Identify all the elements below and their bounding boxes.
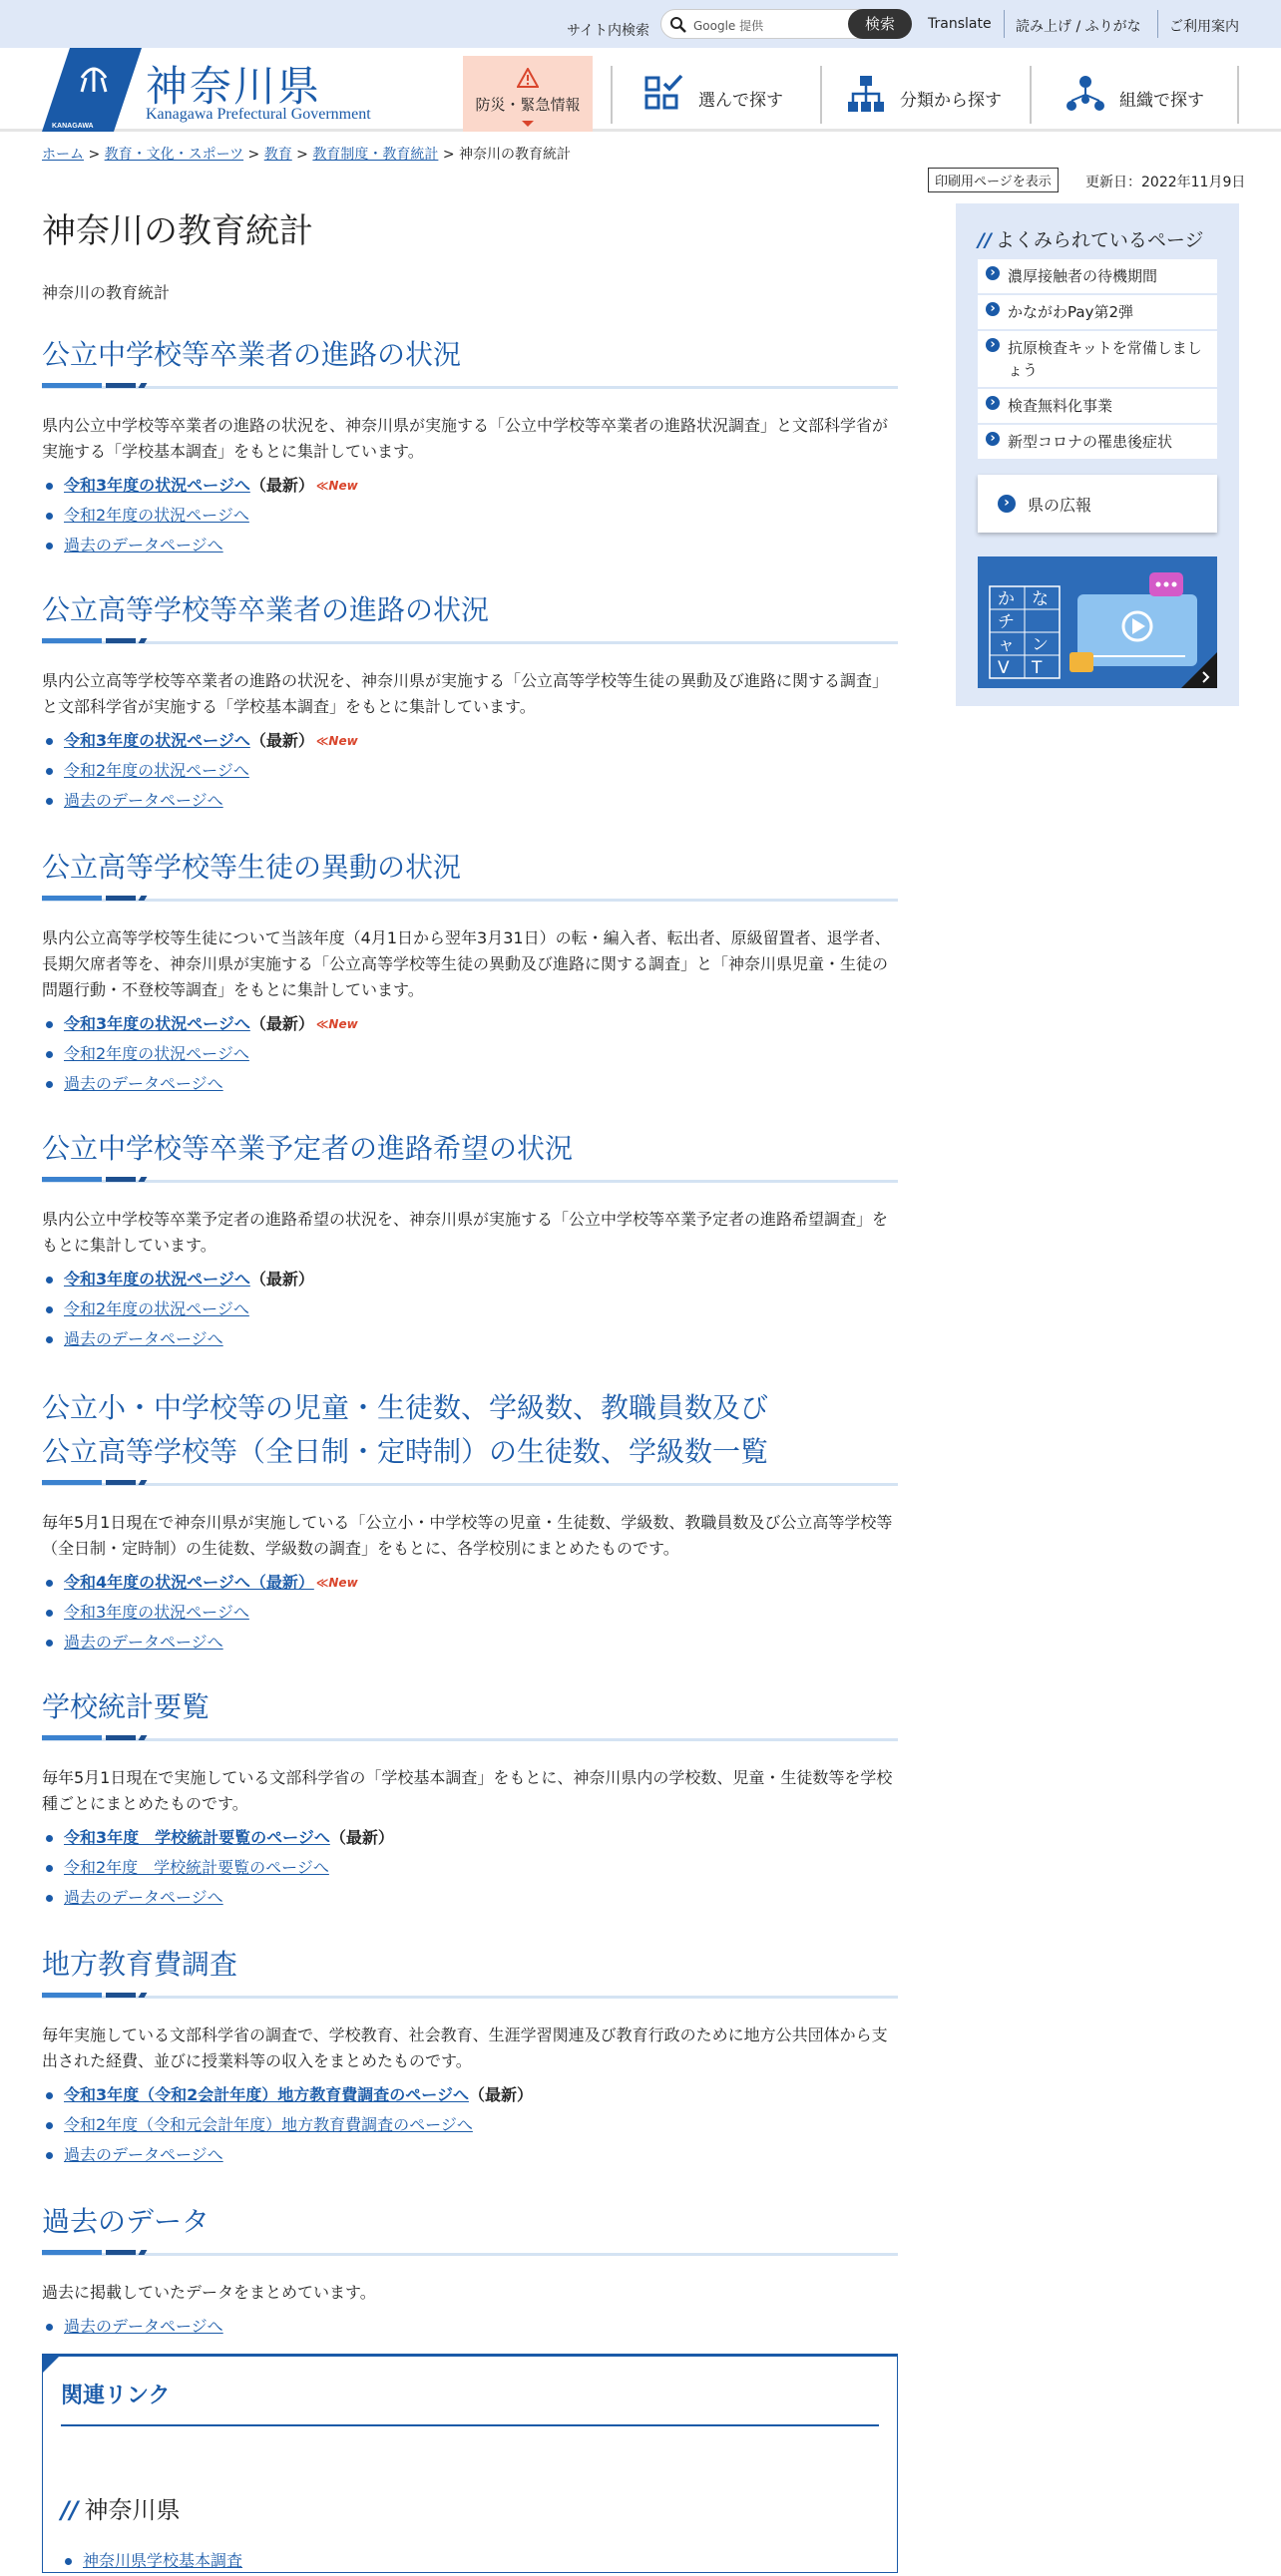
- nav-category-label: 分類から探す: [900, 91, 1002, 111]
- section-title-line: 学校統計要覧: [42, 1690, 211, 1723]
- search-button[interactable]: 検索: [848, 9, 912, 39]
- list-item: [42, 2312, 898, 2342]
- popular-list: [978, 259, 1217, 461]
- breadcrumb-culture[interactable]: 教育・文化・スポーツ: [104, 147, 244, 163]
- popular-item[interactable]: › 新型コロナの罹患後症状: [978, 425, 1217, 459]
- warning-icon: [517, 68, 539, 88]
- content-section: [42, 846, 898, 1099]
- list-item: [42, 756, 898, 786]
- nav-choose-label: 選んで探す: [698, 91, 783, 111]
- guide-link[interactable]: ご利用案内: [1169, 19, 1239, 35]
- popular-item[interactable]: › 検査無料化事業: [978, 389, 1217, 423]
- list-item: [42, 471, 898, 501]
- section-title: [42, 1127, 898, 1171]
- reading-link[interactable]: 読み上げ / ふりがな: [1016, 19, 1141, 35]
- nav-organization-label: 組織で探す: [1119, 91, 1204, 111]
- new-badge-text: New: [328, 479, 358, 493]
- list-item: [42, 726, 898, 756]
- section-link[interactable]: 令和2年度の状況ページへ: [64, 761, 249, 780]
- list-item: [42, 501, 898, 531]
- section-description: 県内公立中学校等卒業者の進路の状況を、神奈川県が実施する「公立中学校等卒業者の進路状況調査」と文部科学省が実施する「学校基本調査」をもとに集計しています。: [42, 416, 889, 461]
- print-button[interactable]: 印刷用ページを表示: [928, 168, 1059, 192]
- section-title-line: 地方教育費調査: [42, 1948, 238, 1981]
- section-link[interactable]: 令和2年度の状況ページへ: [64, 1044, 249, 1063]
- section-title-line: 公立小・中学校等の児童・生徒数、学級数、教職員数及び: [42, 1391, 769, 1424]
- section-title-line: 公立高等学校等（全日制・定時制）の生徒数、学級数一覧: [42, 1435, 769, 1468]
- section-link[interactable]: 令和3年度 学校統計要覧のページへ: [64, 1828, 330, 1847]
- section-underline: [42, 1735, 898, 1741]
- section-title: [42, 2200, 898, 2244]
- latest-label: （最新）: [249, 476, 314, 495]
- list-item: [42, 1294, 898, 1324]
- section-link[interactable]: 令和2年度 学校統計要覧のページへ: [64, 1858, 329, 1877]
- list-item: [42, 2080, 898, 2110]
- section-link[interactable]: 過去のデータページへ: [64, 1888, 223, 1907]
- breadcrumb-statistics[interactable]: 教育制度・教育統計: [312, 147, 439, 163]
- banner-char: ン: [1032, 635, 1049, 655]
- list-item: [42, 1853, 898, 1883]
- banner-char: ャ: [998, 635, 1015, 655]
- latest-label: （最新）: [249, 1014, 314, 1033]
- section-underline: [42, 1480, 898, 1486]
- disaster-label: 防災・緊急情報: [475, 96, 581, 114]
- section-link[interactable]: 令和3年度（令和2会計年度）地方教育費調査のページへ: [64, 2085, 469, 2104]
- content-section: [42, 1685, 898, 1913]
- translate-link[interactable]: Translate: [928, 16, 992, 32]
- kanachan-tv-graphic: [978, 556, 1217, 688]
- section-link[interactable]: 令和3年度の状況ページへ: [64, 1270, 250, 1288]
- prefecture-pr-label: 県の広報: [1028, 496, 1092, 515]
- list-item: [42, 786, 898, 816]
- list-item: [42, 1009, 898, 1039]
- breadcrumb-separator: >: [84, 147, 105, 163]
- divider: [611, 66, 613, 124]
- section-link[interactable]: 過去のデータページへ: [64, 1329, 223, 1348]
- section-title-line: 公立中学校等卒業予定者の進路希望の状況: [42, 1132, 574, 1165]
- slash-icon: //: [61, 2496, 79, 2524]
- section-underline: [42, 1177, 898, 1183]
- content-section: [42, 1943, 898, 2170]
- main-content: [42, 197, 898, 303]
- popular-title: [978, 225, 1204, 252]
- content-section: [42, 1386, 898, 1657]
- list-item: [42, 1265, 898, 1294]
- popular-item[interactable]: › かながわPay第2弾: [978, 295, 1217, 329]
- site-search-label: サイト内検索: [567, 23, 650, 39]
- divider: [61, 2424, 879, 2426]
- section-link[interactable]: 令和2年度の状況ページへ: [64, 506, 249, 525]
- related-list: [61, 2546, 242, 2576]
- list-item: [42, 1039, 898, 1069]
- related-group-title: [61, 2490, 181, 2525]
- section-description: 毎年実施している文部科学省の調査で、学校教育、社会教育、生涯学習関連及び教育行政のために地方公共団体から支出された経費、並びに授業料等の収入をまとめたものです。: [42, 2025, 888, 2070]
- section-link-list: [42, 2312, 898, 2342]
- content-section: [42, 588, 898, 816]
- section-description: 県内公立高等学校等生徒について当該年度（4月1日から翌年3月31日）の転・編入者、転出者、原級留置者、退学者、長期欠席者等を、神奈川県が実施する「公立高等学校等生徒の異動及び進路に関する調査」と「神奈川県児童・生徒の問題行動・不登校等調査」をもとに集計しています。: [42, 928, 891, 999]
- breadcrumb-current: 神奈川の教育統計: [459, 147, 572, 163]
- breadcrumb-separator: >: [291, 147, 313, 163]
- latest-label: （最新）: [329, 1828, 394, 1847]
- svg-text:KANAGAWA: KANAGAWA: [52, 123, 94, 130]
- section-title: [42, 1685, 898, 1729]
- section-title: [42, 588, 898, 632]
- new-badge: ≪New: [315, 1017, 358, 1031]
- divider: [1004, 10, 1005, 38]
- section-title: [42, 846, 898, 890]
- chevron-down-icon: [522, 121, 534, 127]
- section-link-list: [42, 1823, 898, 1913]
- new-badge: ≪New: [315, 1576, 358, 1590]
- breadcrumb-education[interactable]: 教育: [263, 147, 292, 163]
- kanagawa-logo-icon[interactable]: [42, 48, 142, 132]
- updated-date: 更新日：2022年11月9日: [1085, 175, 1246, 190]
- banner-char: V: [998, 658, 1010, 678]
- section-title-line: 公立高等学校等卒業者の進路の状況: [42, 593, 490, 626]
- popular-item[interactable]: › 濃厚接触者の待機期間: [978, 259, 1217, 293]
- banner-char: T: [1032, 658, 1043, 678]
- banner-char: な: [1032, 589, 1049, 609]
- section-title-line: 過去のデータ: [42, 2205, 211, 2238]
- list-item: [42, 1823, 898, 1853]
- section-underline: [42, 896, 898, 902]
- list-item: [42, 1069, 898, 1099]
- list-item: [42, 2140, 898, 2170]
- list-item: [42, 1568, 898, 1598]
- section-title: [42, 333, 898, 377]
- latest-label: （最新）: [249, 1270, 314, 1288]
- nav-choose-button[interactable]: [644, 66, 824, 126]
- divider: [820, 66, 822, 124]
- site-header: [0, 48, 1281, 132]
- section-link[interactable]: 令和4年度の状況ページへ（最新）: [64, 1573, 314, 1592]
- content-section: [42, 1127, 898, 1354]
- related-group-label: 神奈川県: [84, 2496, 181, 2524]
- search-placeholder: Google 提供: [693, 19, 764, 33]
- corner-decoration: [43, 2357, 59, 2373]
- section-link[interactable]: 過去のデータページへ: [64, 2145, 223, 2164]
- section-title-line: 公立中学校等卒業者の進路の状況: [42, 338, 462, 371]
- logo-subtitle: Kanagawa Prefectural Government: [146, 106, 371, 123]
- sidebar: [956, 203, 1239, 706]
- content-section: [42, 333, 898, 560]
- divider: [1030, 66, 1032, 124]
- breadcrumb-separator: >: [243, 147, 264, 163]
- nav-category-button[interactable]: [846, 66, 1036, 126]
- section-link[interactable]: 令和3年度の状況ページへ: [64, 1014, 250, 1033]
- section-description: 県内公立中学校等卒業予定者の進路希望の状況を、神奈川県が実施する「公立中学校等卒業予定者の進路希望調査」をもとに集計しています。: [42, 1210, 889, 1255]
- section-underline: [42, 2250, 898, 2256]
- popular-title-label: よくみられているページ: [995, 229, 1204, 251]
- section-link-list: [42, 1009, 898, 1099]
- section-underline: [42, 638, 898, 644]
- related-links-box: [42, 2354, 898, 2573]
- section-description: 県内公立高等学校等卒業者の進路の状況を、神奈川県が実施する「公立高等学校等生徒の異動及び進路に関する調査」と文部科学省が実施する「学校基本調査」をもとに集計しています。: [42, 671, 889, 716]
- section-link[interactable]: 令和3年度の状況ページへ: [64, 1603, 249, 1622]
- section-link-list: [42, 1265, 898, 1354]
- breadcrumb: [42, 144, 571, 164]
- section-description: 毎年5月1日現在で実施している文部科学省の「学校基本調査」をもとに、神奈川県内の学校数、児童・生徒数等を学校種ごとにまとめたものです。: [42, 1768, 893, 1813]
- new-badge: ≪New: [315, 734, 358, 748]
- top-bar: [0, 0, 1281, 48]
- organization-icon: [1066, 74, 1105, 114]
- latest-label: （最新）: [249, 731, 314, 750]
- kanachan-tv-banner[interactable]: [978, 556, 1217, 688]
- new-badge-text: New: [328, 1576, 358, 1590]
- section-link[interactable]: 令和3年度の状況ページへ: [64, 476, 250, 495]
- section-link[interactable]: 過去のデータページへ: [64, 536, 223, 554]
- prefecture-pr-button[interactable]: [978, 475, 1217, 533]
- search-icon: [669, 16, 687, 34]
- hierarchy-icon: [846, 74, 886, 114]
- section-link[interactable]: 過去のデータページへ: [64, 1633, 223, 1652]
- section-link-list: [42, 2080, 898, 2170]
- new-badge-text: New: [328, 734, 358, 748]
- banner-char: チ: [998, 612, 1015, 632]
- list-item: [42, 1883, 898, 1913]
- divider: [1157, 10, 1158, 38]
- slash-icon: //: [978, 229, 992, 251]
- breadcrumb-separator: >: [438, 147, 460, 163]
- nav-organization-button[interactable]: [1066, 66, 1225, 126]
- new-badge: ≪New: [315, 479, 358, 493]
- content-section: [42, 2200, 898, 2342]
- popular-item[interactable]: › 抗原検査キットを常備しましょう: [978, 331, 1217, 387]
- section-link[interactable]: 令和2年度（令和元会計年度）地方教育費調査のページへ: [64, 2115, 473, 2134]
- disaster-info-button[interactable]: [463, 56, 593, 132]
- breadcrumb-home[interactable]: ホーム: [42, 147, 84, 163]
- divider: [1237, 66, 1239, 124]
- section-link[interactable]: 令和3年度の状況ページへ: [64, 731, 250, 750]
- section-title: [42, 1386, 898, 1474]
- section-description: 過去に掲載していたデータをまとめています。: [42, 2283, 376, 2302]
- list-item: [42, 531, 898, 560]
- checklist-icon: [644, 74, 684, 114]
- list-item: [61, 2546, 242, 2576]
- section-description: 毎年5月1日現在で神奈川県が実施している「公立小・中学校等の児童・生徒数、学級数、教職員数及び公立高等学校等（全日制・定時制）の生徒数、学級数の調査」をもとに、各学校別にまとめたものです。: [42, 1513, 893, 1558]
- latest-label: （最新）: [468, 2085, 533, 2104]
- logo-title[interactable]: 神奈川県: [146, 62, 322, 111]
- banner-char: か: [998, 589, 1015, 609]
- section-link[interactable]: 過去のデータページへ: [64, 791, 223, 810]
- section-underline: [42, 383, 898, 389]
- section-title: [42, 1943, 898, 1987]
- chevron-right-icon: ›: [998, 495, 1016, 513]
- related-link[interactable]: 神奈川県学校基本調査: [83, 2551, 243, 2570]
- section-link[interactable]: 令和2年度の状況ページへ: [64, 1299, 249, 1318]
- section-link-list: [42, 471, 898, 560]
- section-link[interactable]: 過去のデータページへ: [64, 1074, 223, 1093]
- list-item: [42, 1598, 898, 1628]
- page-title: 神奈川の教育統計: [42, 211, 313, 251]
- section-link-list: [42, 726, 898, 816]
- section-title-line: 公立高等学校等生徒の異動の状況: [42, 851, 462, 884]
- list-item: [42, 2110, 898, 2140]
- list-item: [42, 1628, 898, 1657]
- section-link[interactable]: 過去のデータページへ: [64, 2317, 223, 2336]
- list-item: [42, 1324, 898, 1354]
- section-link-list: [42, 1568, 898, 1657]
- new-badge-text: New: [328, 1017, 358, 1031]
- section-underline: [42, 1993, 898, 1999]
- page-subtitle: 神奈川の教育統計: [42, 283, 171, 302]
- related-title: 関連リンク: [61, 2384, 171, 2408]
